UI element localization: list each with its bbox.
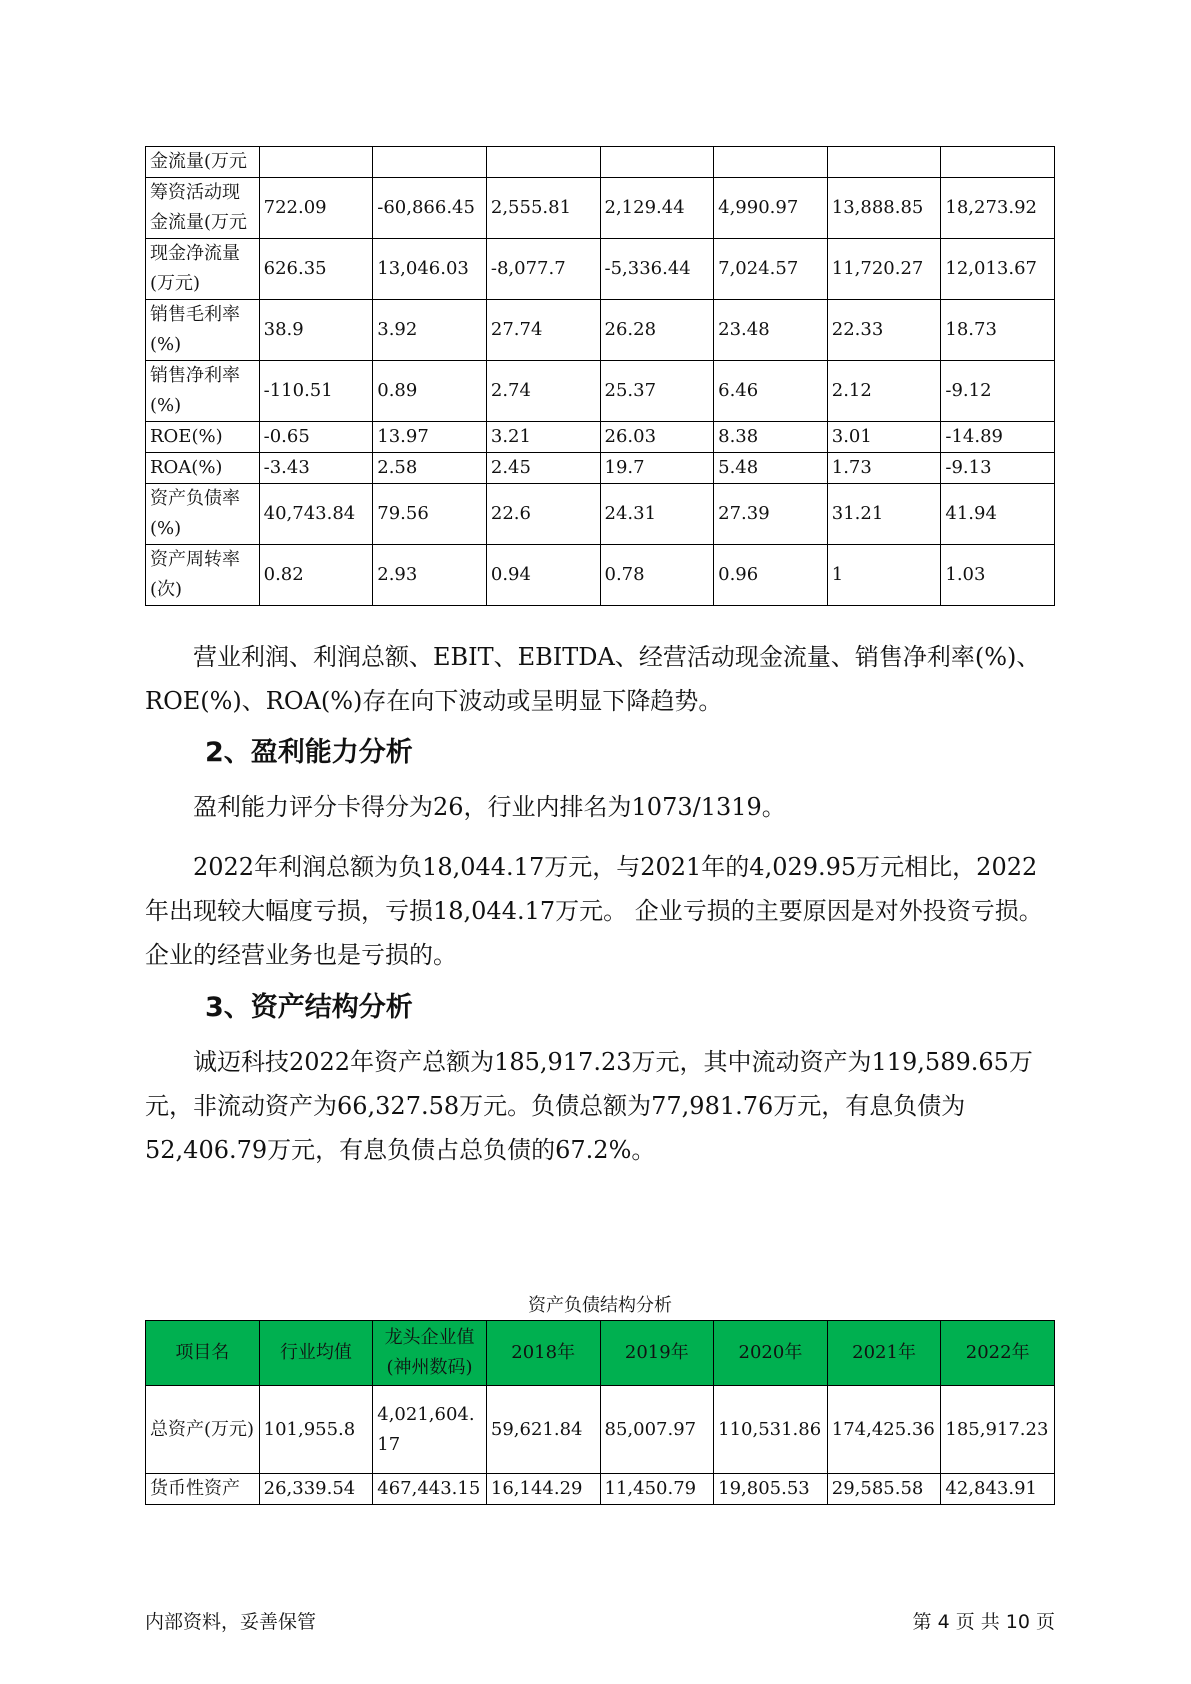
profitability-score-paragraph: 盈利能力评分卡得分为26，行业内排名为1073/1319。: [193, 793, 786, 821]
table-cell: 11,720.27: [827, 239, 941, 300]
section-heading-profitability: 2、盈利能力分析: [205, 737, 413, 768]
row-label: 金流量(万元: [146, 147, 260, 178]
table-cell: 4,990.97: [714, 178, 828, 239]
table-row: [146, 1474, 1055, 1505]
table-row: [146, 484, 1055, 545]
footer-page-number: 第 4 页 共 10 页: [912, 1611, 1055, 1633]
table-cell: 101,955.8: [259, 1386, 373, 1474]
table-cell: -3.43: [259, 453, 373, 484]
table-cell: 185,917.23: [941, 1386, 1055, 1474]
row-label: ROE(%): [146, 422, 260, 453]
table-caption: 资产负债结构分析: [528, 1295, 672, 1316]
table-cell: -5,336.44: [600, 239, 714, 300]
table-row: [146, 300, 1055, 361]
table-cell: 27.74: [486, 300, 600, 361]
table-cell: 3.01: [827, 422, 941, 453]
table-cell: [827, 147, 941, 178]
row-label: ROA(%): [146, 453, 260, 484]
table-cell: -9.12: [941, 361, 1055, 422]
table-cell: 7,024.57: [714, 239, 828, 300]
table-cell: -0.65: [259, 422, 373, 453]
balance-structure-table: [145, 1320, 1055, 1505]
table-cell: 12,013.67: [941, 239, 1055, 300]
table-row: [146, 1386, 1055, 1474]
column-header: 2022年: [941, 1321, 1055, 1386]
row-label: 销售净利率(%): [146, 361, 260, 422]
row-label: 筹资活动现金流量(万元: [146, 178, 260, 239]
column-header: 行业均值: [259, 1321, 373, 1386]
table-cell: -60,866.45: [373, 178, 487, 239]
table-cell: 38.9: [259, 300, 373, 361]
table-cell: 8.38: [714, 422, 828, 453]
table-cell: 25.37: [600, 361, 714, 422]
table-cell: 11,450.79: [600, 1474, 714, 1505]
table-cell: 722.09: [259, 178, 373, 239]
table-cell: 18.73: [941, 300, 1055, 361]
table-row: [146, 178, 1055, 239]
row-label: 销售毛利率(%): [146, 300, 260, 361]
table-cell: 31.21: [827, 484, 941, 545]
table-cell: 26.03: [600, 422, 714, 453]
table-cell: 13,046.03: [373, 239, 487, 300]
table-cell: 0.89: [373, 361, 487, 422]
table-cell: 85,007.97: [600, 1386, 714, 1474]
column-header: 2019年: [600, 1321, 714, 1386]
table-cell: 1: [827, 545, 941, 606]
table-cell: 0.96: [714, 545, 828, 606]
table-cell: 22.33: [827, 300, 941, 361]
table-cell: 13.97: [373, 422, 487, 453]
table-row: [146, 239, 1055, 300]
table-cell: 1.73: [827, 453, 941, 484]
row-label: 资产负债率(%): [146, 484, 260, 545]
row-label: 总资产(万元): [146, 1386, 260, 1474]
table-cell: 24.31: [600, 484, 714, 545]
table-cell: 626.35: [259, 239, 373, 300]
table-cell: 5.48: [714, 453, 828, 484]
table-cell: 19.7: [600, 453, 714, 484]
table-cell: -8,077.7: [486, 239, 600, 300]
table-cell: 3.21: [486, 422, 600, 453]
row-label: 资产周转率(次): [146, 545, 260, 606]
table-cell: 59,621.84: [486, 1386, 600, 1474]
table-cell: 13,888.85: [827, 178, 941, 239]
table-cell: 41.94: [941, 484, 1055, 545]
table-cell: -14.89: [941, 422, 1055, 453]
table-cell: 29,585.58: [827, 1474, 941, 1505]
table-cell: 19,805.53: [714, 1474, 828, 1505]
table-cell: [373, 147, 487, 178]
table-cell: 2.58: [373, 453, 487, 484]
table-row: [146, 453, 1055, 484]
table-cell: 3.92: [373, 300, 487, 361]
table-cell: 26.28: [600, 300, 714, 361]
table-cell: [486, 147, 600, 178]
table-cell: 2.12: [827, 361, 941, 422]
table-cell: 1.03: [941, 545, 1055, 606]
table-cell: 6.46: [714, 361, 828, 422]
table-cell: 110,531.86: [714, 1386, 828, 1474]
table-cell: 42,843.91: [941, 1474, 1055, 1505]
table-cell: [259, 147, 373, 178]
table-cell: -110.51: [259, 361, 373, 422]
table-cell: [600, 147, 714, 178]
column-header: 项目名: [146, 1321, 260, 1386]
table-header-row: [146, 1321, 1055, 1386]
table-cell: 16,144.29: [486, 1474, 600, 1505]
table-cell: 4,021,604.17: [373, 1386, 487, 1474]
row-label: 现金净流量(万元): [146, 239, 260, 300]
column-header: 2021年: [827, 1321, 941, 1386]
row-label: 货币性资产: [146, 1474, 260, 1505]
table-cell: 2.45: [486, 453, 600, 484]
column-header: 2018年: [486, 1321, 600, 1386]
table-cell: 0.78: [600, 545, 714, 606]
asset-structure-paragraph: 诚迈科技2022年资产总额为185,917.23万元，其中流动资产为119,589.65万元，非流动资产为66,327.58万元。负债总额为77,981.76万元，有息负债为52,406.79万元，有息负债占总负债的67.2%。: [145, 1048, 1033, 1164]
financial-metrics-table: [145, 146, 1055, 606]
table-cell: 26,339.54: [259, 1474, 373, 1505]
table-row: [146, 422, 1055, 453]
table-row: [146, 361, 1055, 422]
profit-analysis-paragraph: 2022年利润总额为负18,044.17万元，与2021年的4,029.95万元相比，2022年出现较大幅度亏损，亏损18,044.17万元。 企业亏损的主要原因是对外投资亏损。企业的经营业务也是亏损的。: [145, 853, 1043, 969]
table-cell: 2.93: [373, 545, 487, 606]
trend-paragraph: 营业利润、利润总额、EBIT、EBITDA、经营活动现金流量、销售净利率(%)、ROE(%)、ROA(%)存在向下波动或呈明显下降趋势。: [145, 643, 1041, 715]
table-cell: 27.39: [714, 484, 828, 545]
table-cell: [941, 147, 1055, 178]
table-cell: 22.6: [486, 484, 600, 545]
footer-confidential-note: 内部资料，妥善保管: [145, 1611, 317, 1633]
table-cell: 23.48: [714, 300, 828, 361]
table-cell: 2,129.44: [600, 178, 714, 239]
table-cell: -9.13: [941, 453, 1055, 484]
column-header: 2020年: [714, 1321, 828, 1386]
table-row: [146, 545, 1055, 606]
table-cell: 2,555.81: [486, 178, 600, 239]
table-cell: 18,273.92: [941, 178, 1055, 239]
table-cell: 40,743.84: [259, 484, 373, 545]
table-cell: 0.82: [259, 545, 373, 606]
table-cell: 0.94: [486, 545, 600, 606]
section-heading-asset-structure: 3、资产结构分析: [205, 992, 413, 1023]
table-cell: 2.74: [486, 361, 600, 422]
table-cell: [714, 147, 828, 178]
table-cell: 79.56: [373, 484, 487, 545]
table-cell: 467,443.15: [373, 1474, 487, 1505]
column-header: 龙头企业值(神州数码): [373, 1321, 487, 1386]
table-cell: 174,425.36: [827, 1386, 941, 1474]
table-row: [146, 147, 1055, 178]
